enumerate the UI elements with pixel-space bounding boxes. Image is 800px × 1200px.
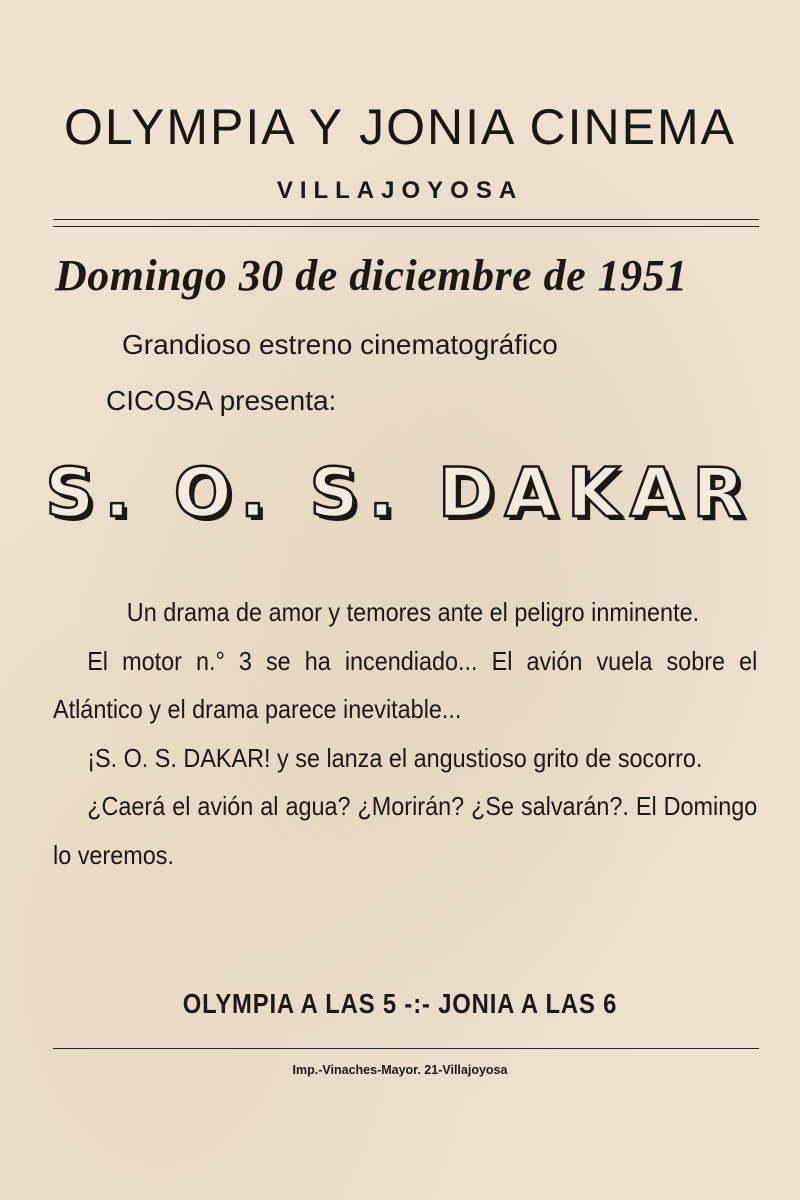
premiere-subtitle: Grandioso estreno cinematográfico [122,329,558,360]
synopsis [53,588,758,879]
town-name: VILLAJOYOSA [276,177,524,204]
cinema-name: OLYMPIA Y JONIA CINEMA [64,99,736,155]
synopsis-paragraph: El motor n.° 3 se ha incendiado... El avión vuela sobre el Atlántico y el drama parece inevitable... [53,645,758,724]
synopsis-paragraph: ¿Caerá el avión al agua? ¿Morirán? ¿Se salvarán?. El Domingo lo veremos. [53,791,758,870]
printer-credit: Imp.-Vinaches-Mayor. 21-Villajoyosa [292,1063,508,1077]
film-title: S. O. S. DAKAR [45,454,755,533]
screening-date: Domingo 30 de diciembre de 1951 [55,251,688,300]
synopsis-paragraph: ¡S. O. S. DAKAR! y se lanza el angustioso grito de socorro. [87,742,703,773]
showtimes: OLYMPIA A LAS 5 -:- JONIA A LAS 6 [182,988,618,1019]
divider-top-2 [53,226,759,227]
synopsis-paragraph: Un drama de amor y temores ante el peligro inminente. [126,597,700,627]
divider-top-1 [53,219,759,220]
presenter-line: CICOSA presenta: [106,385,337,416]
divider-bottom [53,1048,759,1049]
